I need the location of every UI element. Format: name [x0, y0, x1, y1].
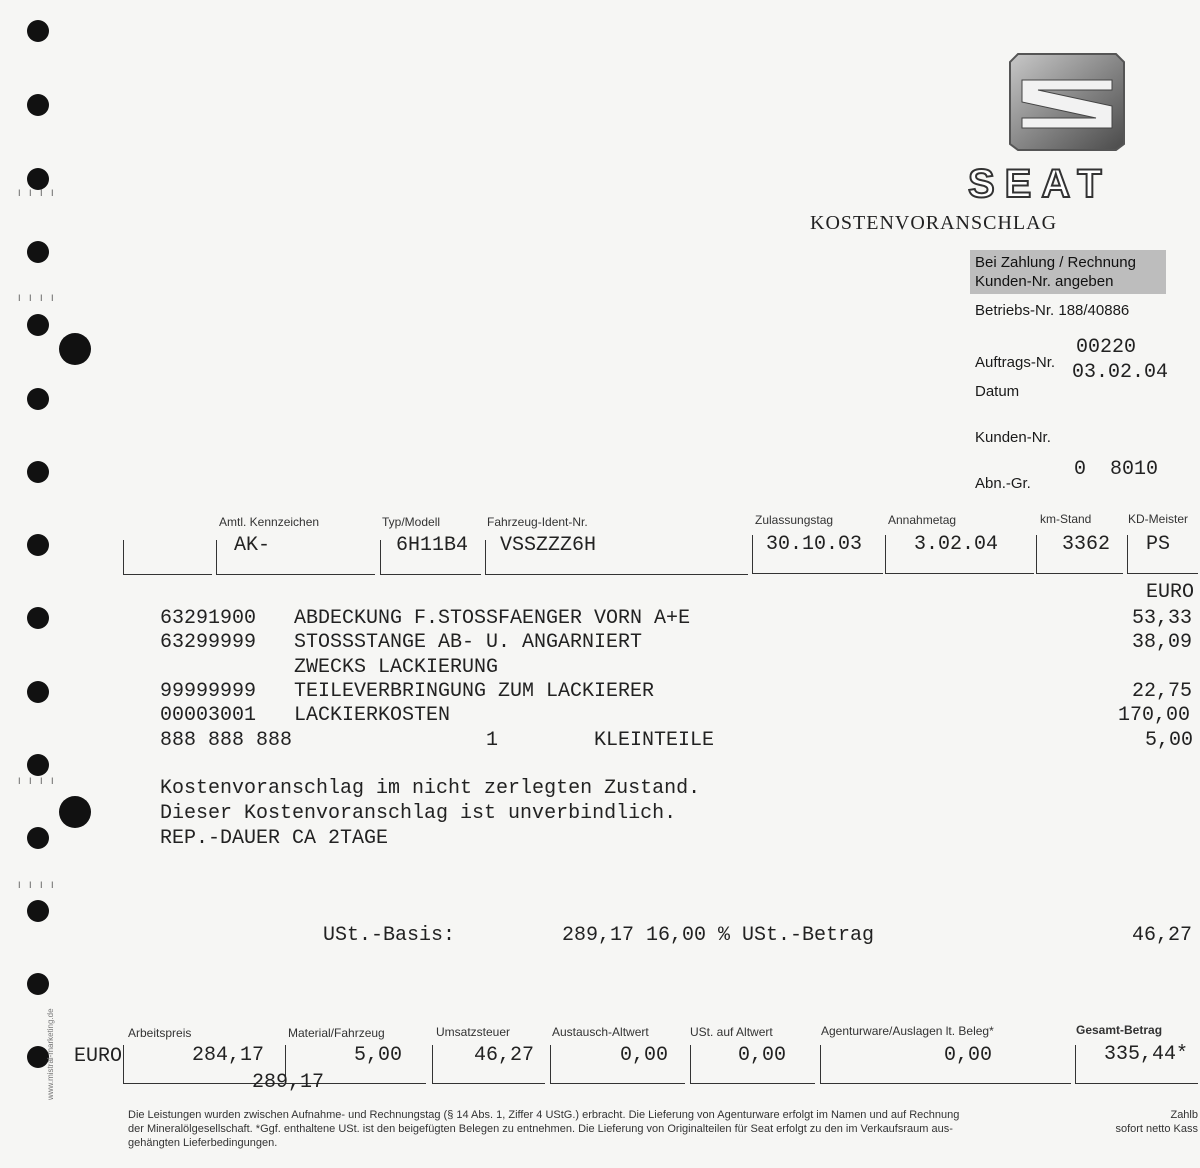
- binder-hole: [27, 314, 49, 336]
- item-code: 888 888 888: [160, 729, 293, 752]
- perforation-mark: I I I I: [18, 188, 57, 198]
- footer-right1: Zahlb: [1170, 1109, 1198, 1121]
- item-desc: STOSSSTANGE AB- U. ANGARNIERT: [294, 631, 643, 654]
- binder-hole: [27, 827, 49, 849]
- total-ust-altwert: 0,00: [738, 1044, 787, 1067]
- abn-value: 0 8010: [1074, 458, 1159, 481]
- auftrags-label: Auftrags-Nr.: [975, 354, 1056, 371]
- datum-label: Datum: [975, 383, 1020, 400]
- perforation-mark: I I I I: [18, 776, 57, 786]
- footer-payment: [1090, 1108, 1198, 1136]
- tax-amount: 46,27: [1132, 924, 1193, 947]
- label-kennzeichen: Amtl. Kennzeichen: [219, 515, 320, 529]
- item-desc: ABDECKUNG F.STOSSFAENGER VORN A+E: [294, 607, 691, 630]
- label-austausch: Austausch-Altwert: [552, 1025, 649, 1039]
- label-agenturware: Agenturware/Auslagen lt. Beleg*: [821, 1024, 994, 1038]
- auftrags-value: 00220: [1076, 336, 1137, 359]
- tax-basis-label: USt.-Basis:: [323, 924, 456, 947]
- label-annahmetag: Annahmetag: [888, 513, 957, 527]
- binder-hole: [27, 20, 49, 42]
- value-kennzeichen: AK-: [234, 534, 271, 557]
- item-amount: 170,00: [1118, 704, 1191, 727]
- perforation-mark: I I I I: [18, 293, 57, 303]
- note-line: REP.-DAUER CA 2TAGE: [160, 827, 389, 850]
- label-km-stand: km-Stand: [1040, 512, 1092, 526]
- payment-notice: [970, 250, 1166, 294]
- item-amount: 22,75: [1132, 680, 1193, 703]
- total-umsatzsteuer: 46,27: [474, 1044, 535, 1067]
- betriebs-nr: Betriebs-Nr. 188/40886: [975, 302, 1130, 319]
- total-gesamt: 335,44*: [1104, 1043, 1189, 1066]
- label-material: Material/Fahrzeug: [288, 1026, 385, 1040]
- binder-hole: [27, 94, 49, 116]
- item-amount: 53,33: [1132, 607, 1193, 630]
- binder-hole: [27, 534, 49, 556]
- value-km-stand: 3362: [1062, 533, 1111, 556]
- value-annahmetag: 3.02.04: [914, 533, 999, 556]
- binder-hole: [27, 607, 49, 629]
- label-ust-altwert: USt. auf Altwert: [690, 1025, 773, 1039]
- side-print-text: www.mistral-marketing.de: [46, 1008, 55, 1100]
- seat-logo-text: SEAT: [968, 162, 1112, 206]
- punch-hole: [59, 796, 91, 828]
- value-typ: 6H11B4: [396, 534, 469, 557]
- perforation-mark: I I I I: [18, 880, 57, 890]
- binder-hole: [27, 388, 49, 410]
- item-desc: ZWECKS LACKIERUNG: [294, 656, 499, 679]
- label-zulassungstag: Zulassungstag: [755, 513, 834, 527]
- document-title: KOSTENVORANSCHLAG: [810, 212, 1058, 234]
- item-desc: 1 KLEINTEILE: [486, 729, 715, 752]
- item-code: 00003001: [160, 704, 257, 727]
- binder-hole: [27, 241, 49, 263]
- item-code: 63291900: [160, 607, 257, 630]
- binder-hole: [27, 168, 49, 190]
- label-arbeitspreis: Arbeitspreis: [128, 1026, 192, 1040]
- field-box: [123, 540, 212, 575]
- label-kd-meister: KD-Meister: [1128, 512, 1189, 526]
- label-fahrzeug-ident: Fahrzeug-Ident-Nr.: [487, 515, 588, 529]
- binder-hole: [27, 973, 49, 995]
- footer-line2: der Mineralölgesellschaft. *Ggf. enthaltene USt. ist den beigefügten Belegen zu entnehmen. Die Lieferung von Originalteilen für Seat erfolgt zu den im Verkaufsraum aus-: [128, 1123, 953, 1135]
- punch-hole: [59, 333, 91, 365]
- item-desc: LACKIERKOSTEN: [294, 704, 451, 727]
- total-arbeitspreis: 284,17: [192, 1044, 265, 1067]
- abn-label: Abn.-Gr.: [975, 475, 1031, 492]
- item-code: 99999999: [160, 680, 257, 703]
- label-gesamt: Gesamt-Betrag: [1076, 1023, 1163, 1037]
- footer-terms: [128, 1108, 1068, 1150]
- value-kd-meister: PS: [1146, 533, 1171, 556]
- note-line: Dieser Kostenvoranschlag ist unverbindlich.: [160, 802, 677, 825]
- total-agenturware: 0,00: [944, 1044, 993, 1067]
- footer-right2: sofort netto Kass: [1115, 1123, 1198, 1135]
- item-desc: TEILEVERBRINGUNG ZUM LACKIERER: [294, 680, 655, 703]
- seat-logo-icon: [1008, 50, 1126, 152]
- binder-hole: [27, 754, 49, 776]
- footer-line3: gehängten Lieferbedingungen.: [128, 1137, 278, 1149]
- tax-basis-value: 289,17 16,00 % USt.-Betrag: [562, 924, 875, 947]
- payment-notice-line1: Bei Zahlung / Rechnung: [975, 254, 1136, 271]
- binder-hole: [27, 900, 49, 922]
- currency-header: EURO: [1146, 581, 1195, 604]
- label-typ: Typ/Modell: [382, 515, 441, 529]
- total-austausch: 0,00: [620, 1044, 669, 1067]
- datum-value: 03.02.04: [1072, 361, 1169, 384]
- footer-line1: Die Leistungen wurden zwischen Aufnahme- und Rechnungstag (§ 14 Abs. 1, Ziffer 4 UStG.) erbracht. Die Lieferung von Agenturware erfolgt im Namen und auf Rechnung: [128, 1109, 960, 1121]
- subtotal: 289,17: [252, 1071, 325, 1094]
- total-material: 5,00: [354, 1044, 403, 1067]
- binder-hole: [27, 681, 49, 703]
- seat-logo: [1008, 50, 1126, 152]
- payment-notice-line2: Kunden-Nr. angeben: [975, 273, 1114, 290]
- value-fahrzeug-ident: VSSZZZ6H: [500, 534, 597, 557]
- item-amount: 5,00: [1145, 729, 1194, 752]
- binder-hole: [27, 461, 49, 483]
- value-zulassungstag: 30.10.03: [766, 533, 863, 556]
- kunden-label: Kunden-Nr.: [975, 429, 1051, 446]
- note-line: Kostenvoranschlag im nicht zerlegten Zustand.: [160, 777, 701, 800]
- item-amount: 38,09: [1132, 631, 1193, 654]
- item-code: 63299999: [160, 631, 257, 654]
- totals-currency: EURO: [74, 1045, 123, 1068]
- label-umsatzsteuer: Umsatzsteuer: [436, 1025, 511, 1039]
